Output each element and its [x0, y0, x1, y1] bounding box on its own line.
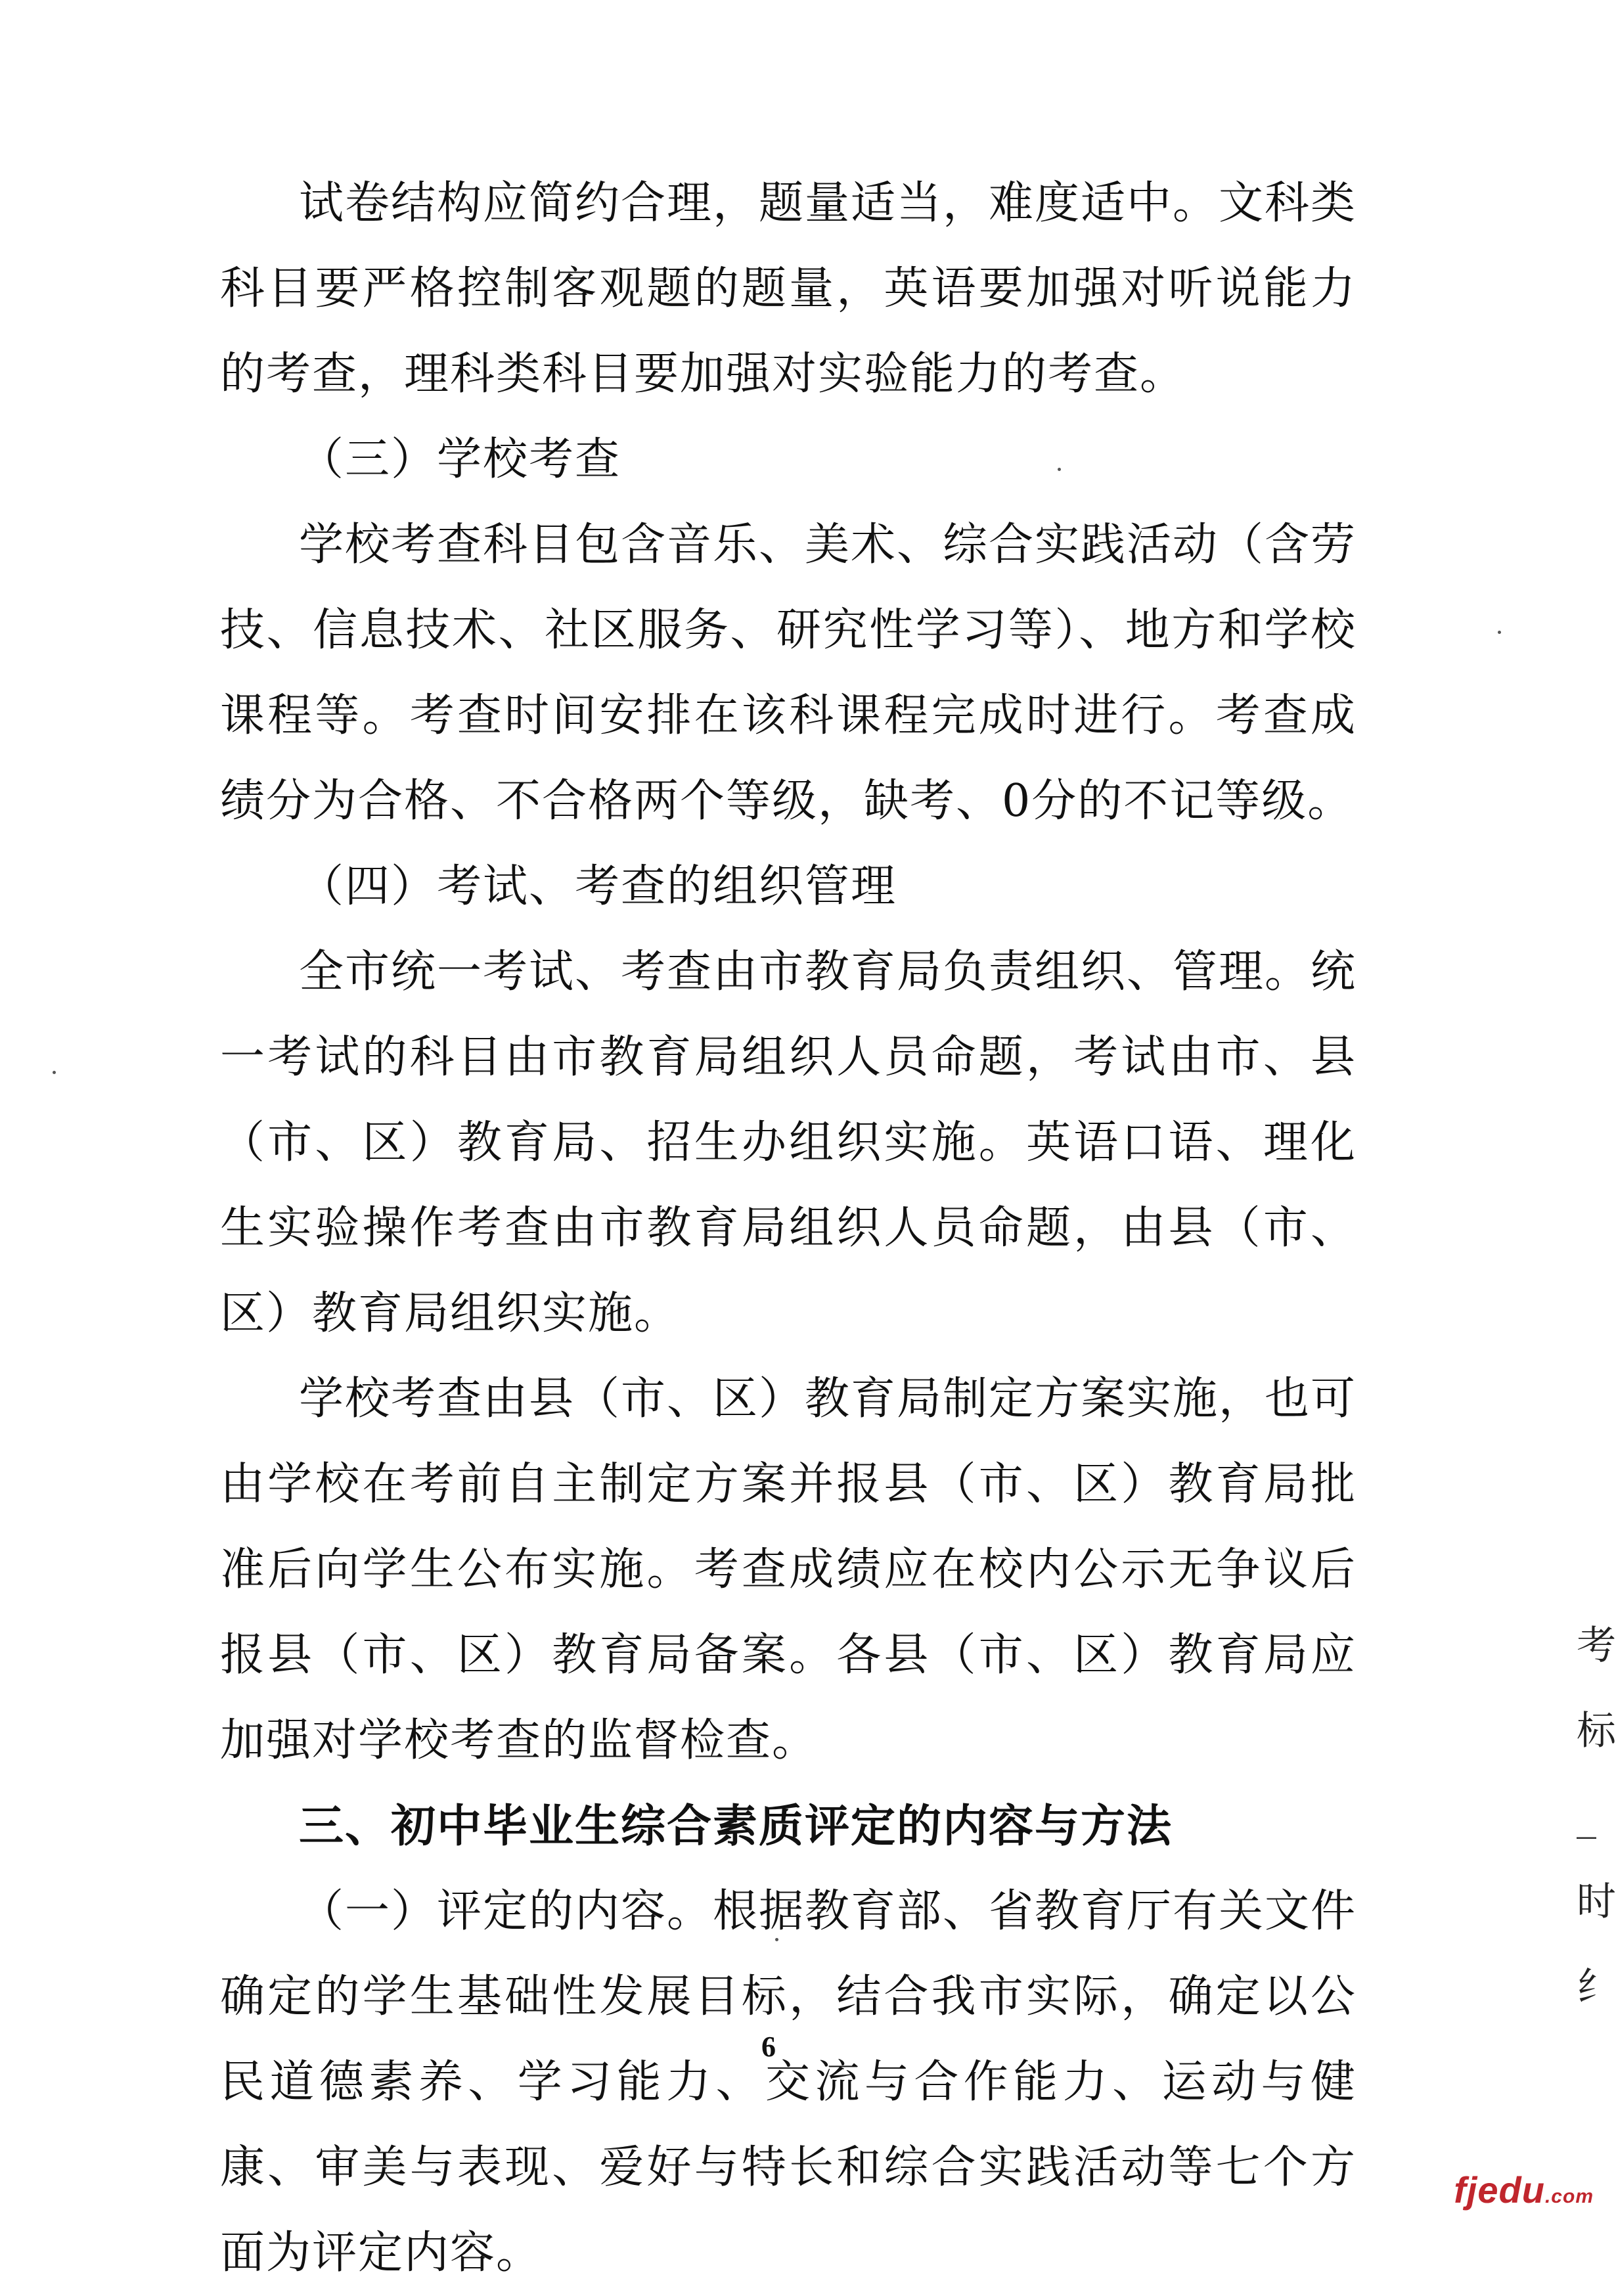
document-body [220, 161, 1357, 2296]
paragraph-exam-structure: 试卷结构应简约合理，题量适当，难度适中。文科类科目要严格控制客观题的题量，英语要加强对听说能力的考查，理科类科目要加强对实验能力的考查。 [220, 177, 1357, 400]
scan-speck [775, 1938, 778, 1941]
scan-speck [1498, 631, 1501, 634]
heading-exam-management: （四）考试、考查的组织管理 [299, 861, 897, 912]
edge-fragment: 标 [1577, 1708, 1616, 1754]
adjacent-page-fragments [1577, 1603, 1616, 2030]
scan-speck [1058, 468, 1061, 471]
heading-school-inspection: （三）学校考查 [299, 434, 621, 485]
scan-speck [53, 1071, 56, 1074]
paragraph-school-inspection: 学校考查科目包含音乐、美术、综合实践活动（含劳技、信息技术、社区服务、研究性学习等）、地方和学校课程等。考查时间安排在该科课程完成时进行。考查成绩分为合格、不合格两个等级，缺考、0分的不记等级。 [220, 519, 1357, 827]
edge-fragment: _ [1577, 1793, 1596, 1839]
paragraph-unified-exam: 全市统一考试、考查由市教育局负责组织、管理。统一考试的科目由市教育局组织人员命题，考试由市、县（市、区）教育局、招生办组织实施。英语口语、理化生实验操作考查由市教育局组织人员命题，由县（市、区）教育局组织实施。 [220, 946, 1357, 1339]
edge-fragment: 时 [1577, 1879, 1616, 1925]
site-watermark [1454, 2169, 1594, 2211]
watermark-suffix: .com [1544, 2186, 1594, 2207]
page-number: 6 [761, 2031, 776, 2063]
section-heading-quality-evaluation: 三、初中毕业生综合素质评定的内容与方法 [299, 1800, 1173, 1853]
watermark-main: fjedu [1454, 2169, 1545, 2211]
paragraph-school-inspection-plan: 学校考查由县（市、区）教育局制定方案实施，也可由学校在考前自主制定方案并报县（市、区）教育局批准后向学生公布实施。考查成绩应在校内公示无争议后报县（市、区）教育局备案。各县（市、区）教育局应加强对学校考查的监督检查。 [220, 1373, 1357, 1767]
edge-fragment: 纟 [1577, 1964, 1616, 2010]
paragraph-evaluation-content: （一）评定的内容。根据教育部、省教育厅有关文件确定的学生基础性发展目标，结合我市实际，确定以公民道德素养、学习能力、交流与合作能力、运动与健康、审美与表现、爱好与特长和综合实践活动等七个方面为评定内容。 [220, 1885, 1357, 2279]
edge-fragment: 考 [1577, 1623, 1616, 1669]
